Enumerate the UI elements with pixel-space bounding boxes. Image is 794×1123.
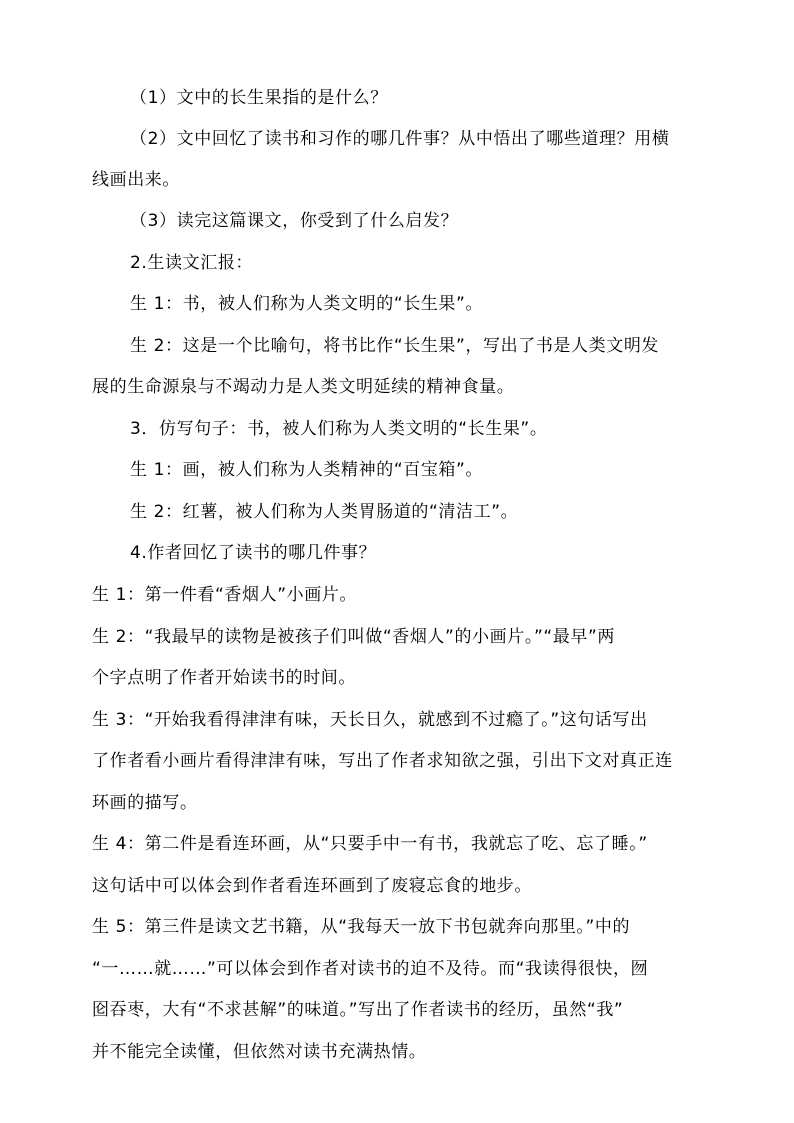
response-4-cont: 这句话中可以体会到作者看连环画到了废寝忘食的地步。 <box>92 876 532 896</box>
question-3: （3）读完这篇课文，你受到了什么启发？ <box>130 211 459 231</box>
student-2-answer: 生 2：这是一个比喻句，将书比作“长生果”，写出了书是人类文明发 <box>130 336 660 356</box>
question-2: （2）文中回忆了读书和习作的哪几件事？从中悟出了哪些道理？用横 <box>130 129 670 149</box>
imitation-1: 生 1：画，被人们称为人类精神的“百宝箱”。 <box>130 460 484 480</box>
response-5-cont-1: “一……就……”可以体会到作者对读书的迫不及待。而“我读得很快，囫 <box>92 959 649 979</box>
section-2-heading: 2.生读文汇报： <box>130 253 254 273</box>
response-5: 生 5：第三件是读文艺书籍，从“我每天一放下书包就奔向那里。”中的 <box>92 917 631 937</box>
section-4-heading: 4.作者回忆了读书的哪几件事？ <box>130 543 377 563</box>
student-2-answer-cont: 展的生命源泉与不竭动力是人类文明延续的精神食量。 <box>92 377 515 397</box>
student-1-answer: 生 1：书，被人们称为人类文明的“长生果”。 <box>130 294 484 314</box>
question-2-cont: 线画出来。 <box>92 170 180 190</box>
response-3-cont-1: 了作者看小画片看得津津有味，写出了作者求知欲之强，引出下文对真正连 <box>92 751 673 771</box>
section-3-heading: 3．仿写句子：书，被人们称为人类文明的“长生果”。 <box>130 419 548 439</box>
response-1: 生 1：第一件看“香烟人”小画片。 <box>92 585 358 605</box>
response-3: 生 3：“开始我看得津津有味，天长日久，就感到不过瘾了。”这句话写出 <box>92 710 648 730</box>
question-1: （1）文中的长生果指的是什么？ <box>130 88 388 108</box>
response-2: 生 2：“我最早的读物是被孩子们叫做“香烟人”的小画片。”“最早”两 <box>92 627 615 647</box>
response-3-cont-2: 环画的描写。 <box>92 793 198 813</box>
response-4: 生 4：第二件是看连环画，从“只要手中一有书，我就忘了吃、忘了睡。” <box>92 834 648 854</box>
response-2-cont: 个字点明了作者开始读书的时间。 <box>92 668 356 688</box>
imitation-2: 生 2：红薯，被人们称为人类胃肠道的“清洁工”。 <box>130 502 519 522</box>
response-5-cont-3: 并不能完全读懂，但依然对读书充满热情。 <box>92 1042 427 1062</box>
response-5-cont-2: 囵吞枣，大有“不求甚解”的味道。”写出了作者读书的经历，虽然“我” <box>92 1000 624 1020</box>
